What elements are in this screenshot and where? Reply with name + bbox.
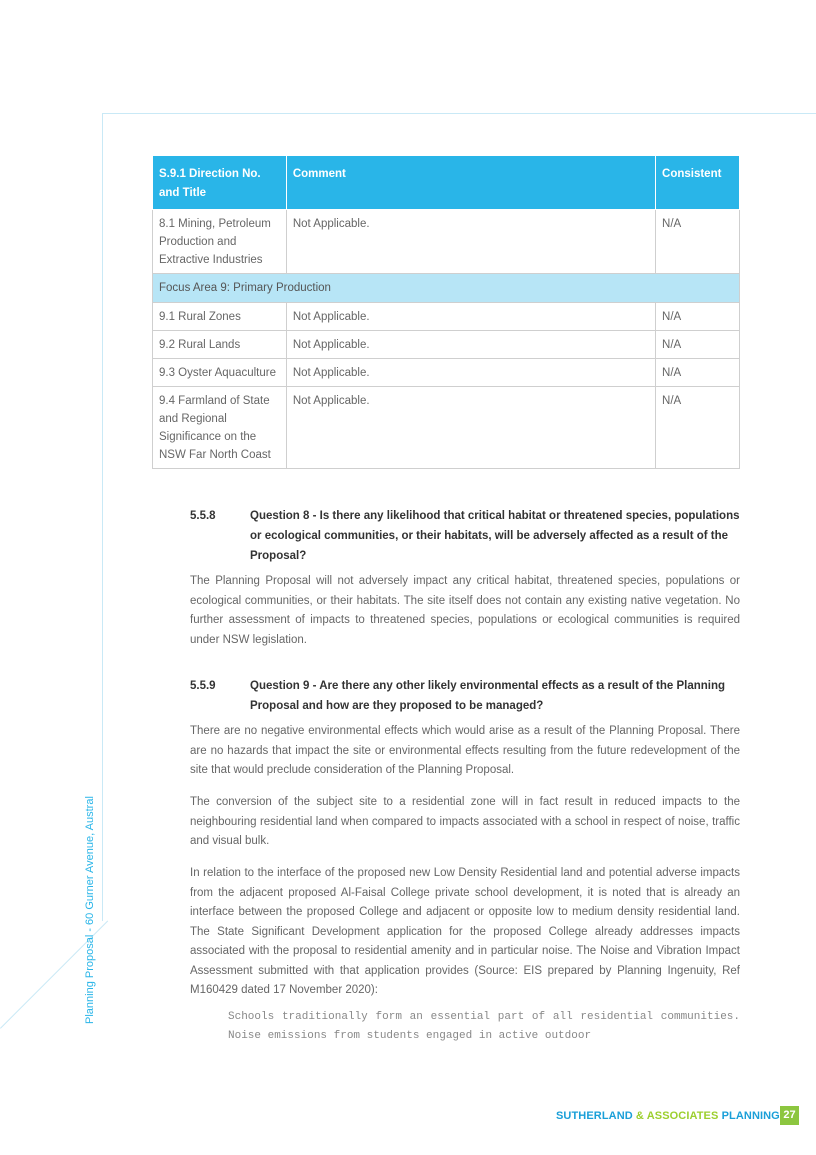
cell-consistent: N/A bbox=[656, 303, 740, 331]
section-heading-5-5-9 bbox=[190, 676, 740, 716]
cell-consistent: N/A bbox=[656, 359, 740, 387]
cell-consistent: N/A bbox=[656, 387, 740, 469]
side-document-label: Planning Proposal - 60 Gurner Avenue, Austral bbox=[84, 796, 96, 1024]
cell-comment: Not Applicable. bbox=[286, 331, 655, 359]
section-number: 5.5.8 bbox=[190, 510, 216, 522]
brand-part: SUTHERLAND bbox=[556, 1110, 633, 1122]
table-section-row bbox=[153, 274, 740, 303]
block-quote: Schools traditionally form an essential part of all residential communities. Noise emissions from students engaged in active outdoor bbox=[228, 1011, 740, 1042]
cell-consistent: N/A bbox=[656, 331, 740, 359]
cell-comment: Not Applicable. bbox=[286, 303, 655, 331]
frame-left-line bbox=[102, 113, 103, 921]
table-row bbox=[153, 359, 740, 387]
cell-comment: Not Applicable. bbox=[286, 359, 655, 387]
cell-consistent: N/A bbox=[656, 210, 740, 274]
section-question: Question 8 - Is there any likelihood that critical habitat or threatened species, populations or ecological communities, or their habitats, will be adversely affected as a result of the Proposal? bbox=[250, 510, 740, 562]
direction-table bbox=[152, 155, 740, 469]
header-consistent: Consistent bbox=[656, 156, 740, 210]
table-row bbox=[153, 303, 740, 331]
paragraph: The Planning Proposal will not adversely impact any critical habitat, threatened species, populations or ecological communities, or their habitats. The site itself does not contain any existing native vegetation. No further assessment of impacts to threatened species, populations or ecological communities is required under NSW legislation. bbox=[190, 575, 740, 646]
paragraph: There are no negative environmental effects which would arise as a result of the Planning Proposal. There are no hazards that impact the site or environmental effects resulting from the future redevelopment of the site that would preclude consideration of the Planning Proposal. bbox=[190, 725, 740, 776]
brand-part: PLANNING bbox=[721, 1110, 780, 1122]
paragraph: In relation to the interface of the proposed new Low Density Residential land and potential adverse impacts from the adjacent proposed Al-Faisal College private school development, it is noted that is already an interface between the proposed College and adjacent or opposite low to medium density residential land. The State Significant Development application for the proposed College already addresses impacts associated with the proposal to residential amenity and in particular noise. The Noise and Vibration Impact Assessment submitted with that application provides (Source: EIS prepared by Planning Ingenuity, Ref M160429 dated 17 November 2020): bbox=[190, 867, 740, 996]
footer-brand-logo bbox=[556, 1110, 780, 1122]
table-row bbox=[153, 387, 740, 469]
section-heading-5-5-8 bbox=[190, 506, 740, 566]
cell-title: 9.4 Farmland of State and Regional Significance on the NSW Far North Coast bbox=[153, 387, 287, 469]
section-number: 5.5.9 bbox=[190, 680, 216, 692]
section-question: Question 9 - Are there any other likely environmental effects as a result of the Planning Proposal and how are they proposed to be managed? bbox=[250, 680, 726, 712]
brand-part: & ASSOCIATES bbox=[632, 1110, 722, 1122]
header-comment: Comment bbox=[286, 156, 655, 210]
table-header-row bbox=[153, 156, 740, 210]
table-row bbox=[153, 331, 740, 359]
cell-title: 9.2 Rural Lands bbox=[153, 331, 287, 359]
cell-section: Focus Area 9: Primary Production bbox=[153, 274, 740, 303]
cell-comment: Not Applicable. bbox=[286, 387, 655, 469]
frame-top-line bbox=[102, 113, 816, 114]
header-direction: S.9.1 Direction No. and Title bbox=[153, 156, 287, 210]
cell-comment: Not Applicable. bbox=[286, 210, 655, 274]
cell-title: 9.3 Oyster Aquaculture bbox=[153, 359, 287, 387]
table-row bbox=[153, 210, 740, 274]
cell-title: 9.1 Rural Zones bbox=[153, 303, 287, 331]
paragraph: The conversion of the subject site to a residential zone will in fact result in reduced impacts to the neighbouring residential land when compared to impacts associated with a school in respect of noise, traffic and visual bulk. bbox=[190, 796, 740, 847]
cell-title: 8.1 Mining, Petroleum Production and Extractive Industries bbox=[153, 210, 287, 274]
page-number-badge: 27 bbox=[780, 1106, 799, 1125]
